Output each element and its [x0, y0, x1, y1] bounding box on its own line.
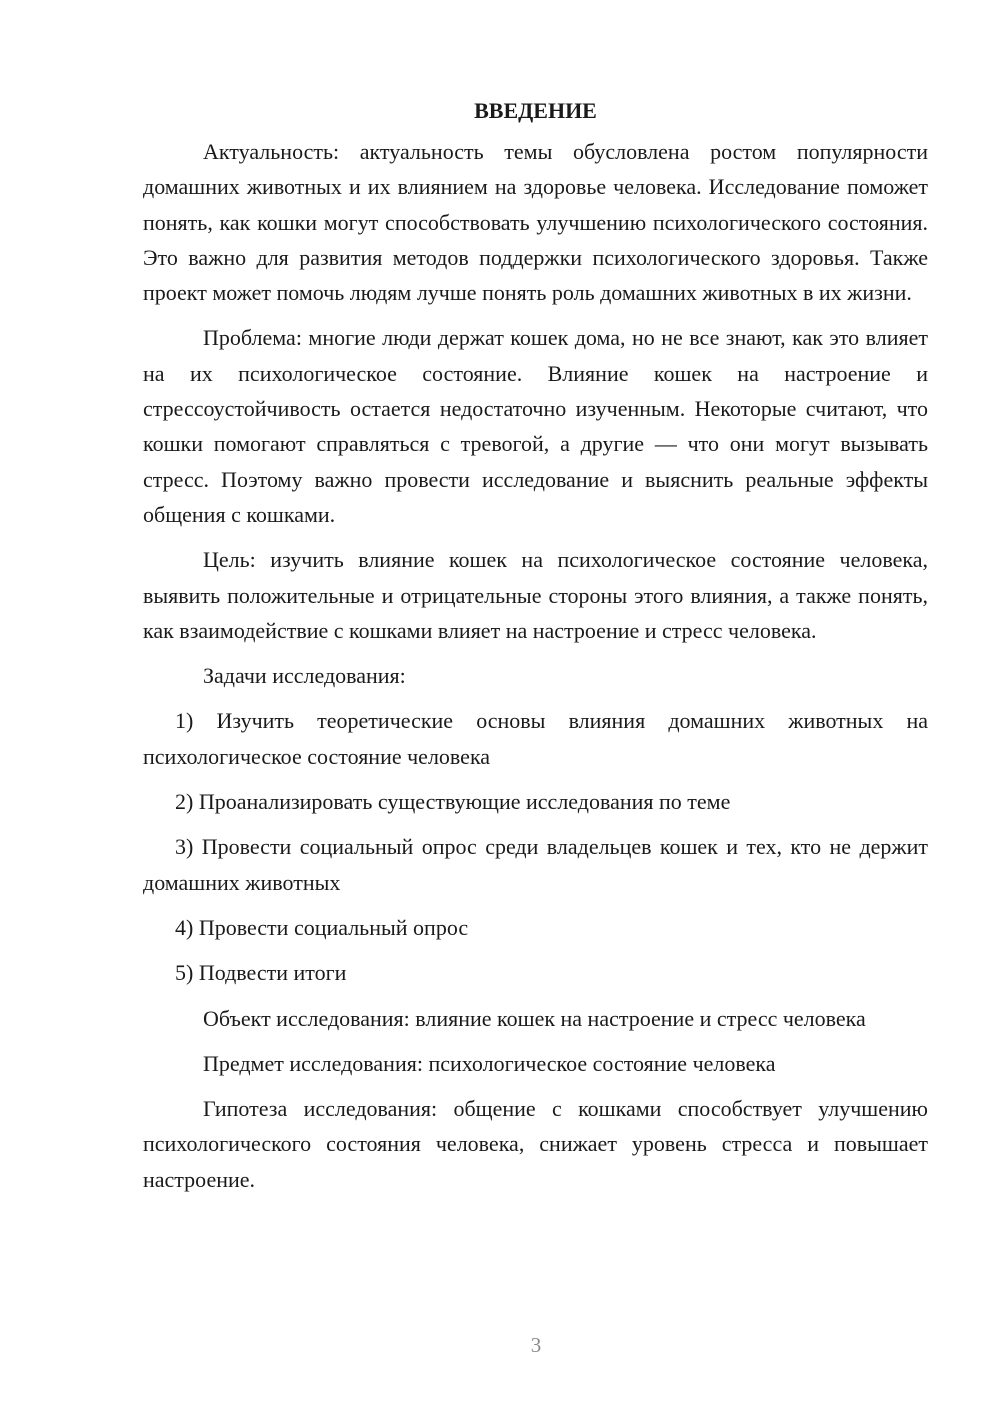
hypothesis-paragraph: Гипотеза исследования: общение с кошками способствует улучшению психологического состояния человека, снижает уровень стресса и повышает настроение.	[143, 1096, 928, 1192]
task-item-1: 1) Изучить теоретические основы влияния домашних животных на психологическое состояние человека	[143, 708, 928, 769]
task-item-3: 3) Провести социальный опрос среди владельцев кошек и тех, кто не держит домашних животных	[143, 834, 928, 895]
object-paragraph: Объект исследования: влияние кошек на настроение и стресс человека	[203, 1005, 866, 1031]
relevance-paragraph: Актуальность: актуальность темы обусловлена ростом популярности домашних животных и их влиянием на здоровье человека. Исследование поможет понять, как кошки могут способствовать улучшению психологического состояния. Это важно для развития методов поддержки психологического здоровья. Также проект может помочь людям лучше понять роль домашних животных в их жизни.	[143, 139, 928, 306]
section-heading: ВВЕДЕНИЕ	[474, 98, 597, 123]
task-item-4: 4) Провести социальный опрос	[175, 914, 469, 940]
subject-paragraph: Предмет исследования: психологическое состояние человека	[203, 1050, 776, 1076]
tasks-heading: Задачи исследования:	[203, 663, 406, 689]
task-item-2: 2) Проанализировать существующие исследования по теме	[175, 789, 731, 815]
page-number: 3	[530, 1333, 542, 1357]
task-item-5: 5) Подвести итоги	[175, 960, 347, 986]
problem-paragraph: Проблема: многие люди держат кошек дома, но не все знают, как это влияет на их психологическое состояние. Влияние кошек на настроение и стрессоустойчивость остается недостаточно изученным. Некоторые считают, что кошки помогают справляться с тревогой, а другие — что они могут вызывать стресс. Поэтому важно провести исследование и выяснить реальные эффекты общения с кошками.	[143, 325, 928, 527]
goal-paragraph: Цель: изучить влияние кошек на психологическое состояние человека, выявить положительные и отрицательные стороны этого влияния, а также понять, как взаимодействие с кошками влияет на настроение и стресс человека.	[143, 547, 928, 643]
document-page	[143, 96, 928, 1207]
